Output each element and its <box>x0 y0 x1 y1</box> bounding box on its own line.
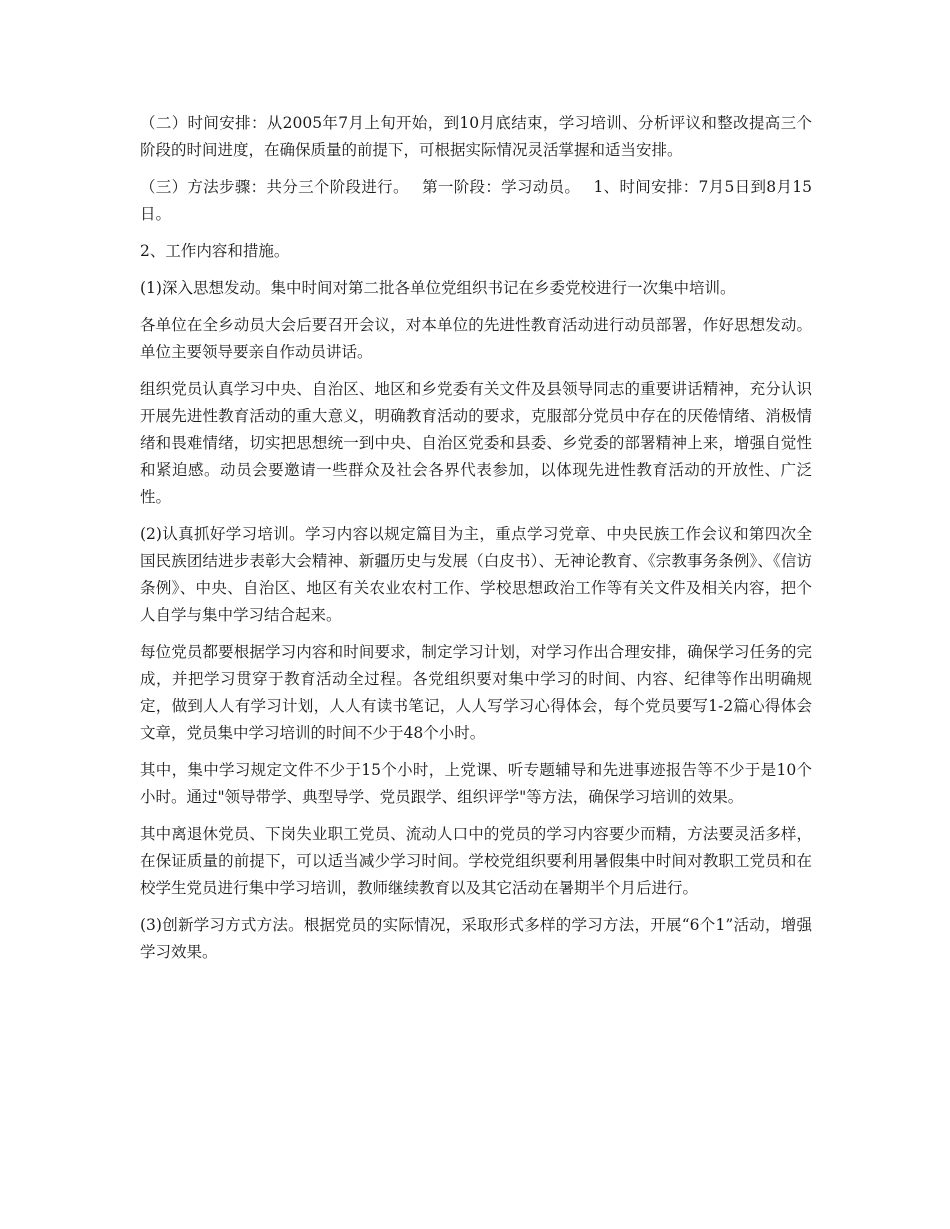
document-body <box>140 110 812 976</box>
paragraph-retired-members: 其中离退休党员、下岗失业职工党员、流动人口中的党员的学习内容要少而精，方法要灵活多样，在保证质量的前提下，可以适当减少学习时间。学校党组织要利用暑假集中时间对教职工党员和在校学生党员进行集中学习培训，教师继续教育以及其它活动在暑期半个月后进行。 <box>140 825 812 897</box>
paragraph-schedule: （二）时间安排：从2005年7月上旬开始，到10月底结束，学习培训、分析评议和整改提高三个阶段的时间进度，在确保质量的前提下，可根据实际情况灵活掌握和适当安排。 <box>140 114 812 159</box>
paragraph-work-content-heading: 2、工作内容和措施。 <box>140 242 290 260</box>
paragraph-study-hours: 其中，集中学习规定文件不少于15个小时，上党课、听专题辅导和先进事迹报告等不少于是10个小时。通过"领导带学、典型导学、党员跟学、组织评学"等方法，确保学习培训的效果。 <box>140 761 812 806</box>
paragraph-study-plan: 每位党员都要根据学习内容和时间要求，制定学习计划，对学习作出合理安排，确保学习任务的完成，并把学习贯穿于教育活动全过程。各党组织要对集中学习的时间、内容、纪律等作出明确规定，做到人人有学习计划，人人有读书笔记，人人写学习心得体会，每个党员要写1-2篇心得体会文章，党员集中学习培训的时间不少于48个小时。 <box>140 643 812 742</box>
paragraph-innovate-methods: (3)创新学习方式方法。根据党员的实际情况，采取形式多样的学习方法，开展“6个1”活动，增强学习效果。 <box>140 916 812 961</box>
paragraph-method-steps: （三）方法步骤：共分三个阶段进行。 第一阶段：学习动员。 1、时间安排：7月5日到8月15日。 <box>140 178 812 223</box>
paragraph-organize-study: 组织党员认真学习中央、自治区、地区和乡党委有关文件及县领导同志的重要讲话精神，充分认识开展先进性教育活动的重大意义，明确教育活动的要求，克服部分党员中存在的厌倦情绪、消极情绪和畏难情绪，切实把思想统一到中央、自治区党委和县委、乡党委的部署精神上来，增强自觉性和紧迫感。动员会要邀请一些群众及社会各界代表参加，以体现先进性教育活动的开放性、广泛性。 <box>140 380 812 506</box>
paragraph-mobilization: (1)深入思想发动。集中时间对第二批各单位党组织书记在乡委党校进行一次集中培训。 <box>140 279 736 297</box>
paragraph-unit-meeting: 各单位在全乡动员大会后要召开会议，对本单位的先进性教育活动进行动员部署，作好思想发动。单位主要领导要亲自作动员讲话。 <box>140 316 812 361</box>
paragraph-study-training: (2)认真抓好学习培训。学习内容以规定篇目为主，重点学习党章、中央民族工作会议和第四次全国民族团结进步表彰大会精神、新疆历史与发展（白皮书）、无神论教育、《宗教事务条例》、《信访条例》、中央、自治区、地区有关农业农村工作、学校思想政治工作等有关文件及相关内容，把个人自学与集中学习结合起来。 <box>140 525 812 624</box>
